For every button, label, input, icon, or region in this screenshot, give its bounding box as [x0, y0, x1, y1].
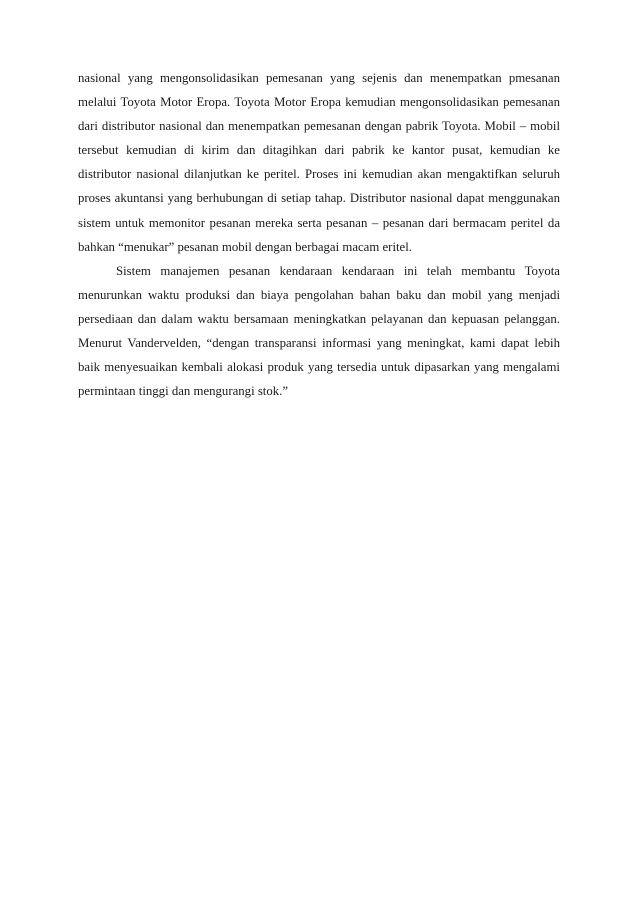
- paragraph-1: nasional yang mengonsolidasikan pemesanan yang sejenis dan menempatkan pmesanan melalui Toyota Motor Eropa. Toyota Motor Eropa kemudian mengonsolidasikan pemesanan dari distributor nasional dan menempatkan pemesanan dengan pabrik Toyota. Mobil – mobil tersebut kemudian di kirim dan ditagihkan dari pabrik ke kantor pusat, kemudian ke distributor nasional dilanjutkan ke peritel. Proses ini kemudian akan mengaktifkan seluruh proses akuntansi yang berhubungan di setiap tahap. Distributor nasional dapat menggunakan sistem untuk memonitor pesanan mereka serta pesanan – pesanan dari bermacam peritel da bahkan “menukar” pesanan mobil dengan berbagai macam eritel.: [78, 71, 560, 254]
- paragraph-2: Sistem manajemen pesanan kendaraan kendaraan ini telah membantu Toyota menurunkan waktu produksi dan biaya pengolahan bahan baku dan mobil yang menjadi persediaan dan dalam waktu bersamaan meningkatkan pelayanan dan kepuasan pelanggan. Menurut Vandervelden, “dengan transparansi informasi yang meningkat, kami dapat lebih baik menyesuaikan kembali alokasi produk yang tersedia untuk dipasarkan yang mengalami permintaan tinggi dan mengurangi stok.”: [78, 263, 560, 399]
- body-text: [78, 66, 560, 403]
